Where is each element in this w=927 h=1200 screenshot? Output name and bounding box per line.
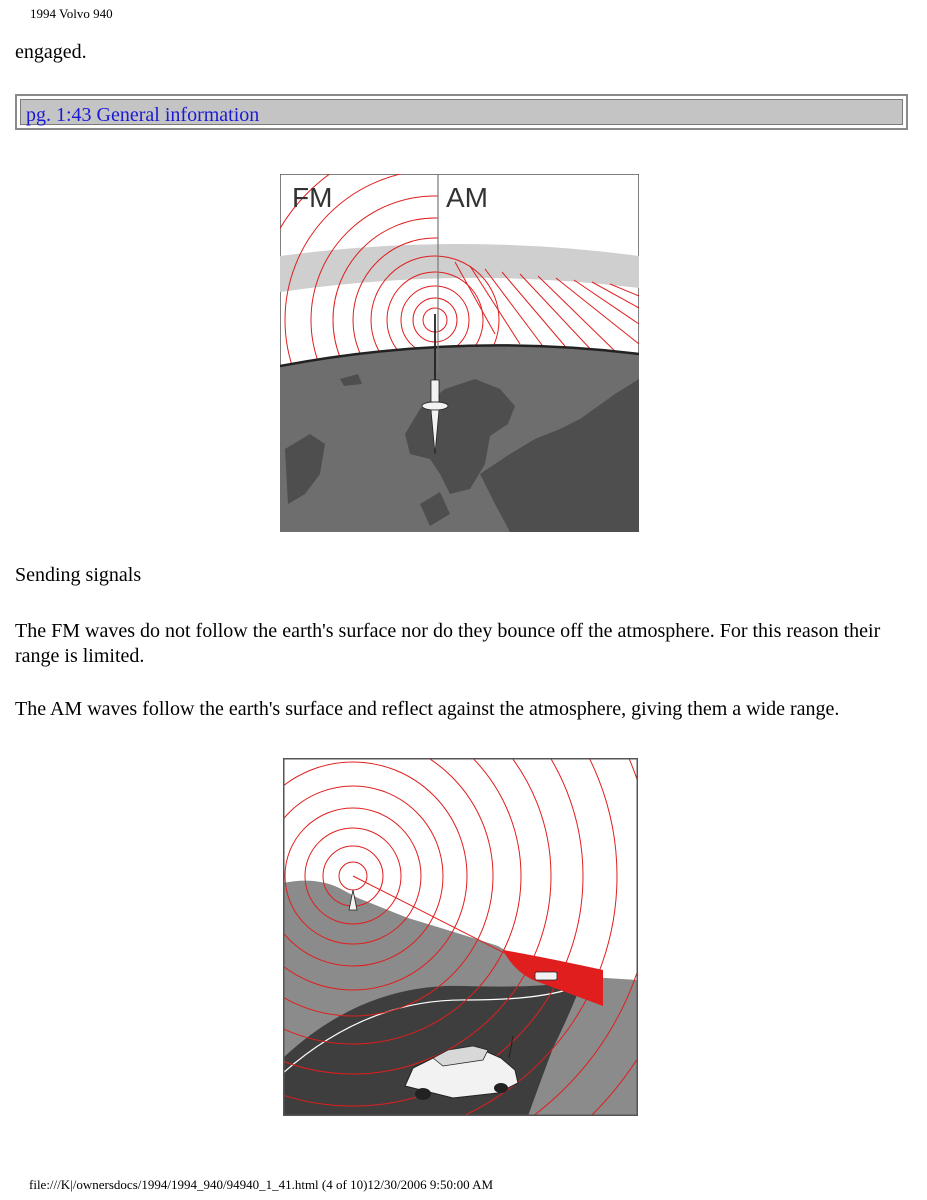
am-label: AM	[446, 182, 488, 213]
section-header-inner	[20, 99, 903, 125]
distant-car	[535, 972, 557, 980]
fm-am-diagram	[280, 174, 639, 532]
section-header-box	[15, 94, 908, 130]
footer-url: file:///K|/ownersdocs/1994/1994_940/94940_1_41.html (4 of 10)12/30/2006 9:50:00 AM	[29, 1177, 494, 1192]
fm-paragraph: The FM waves do not follow the earth's surface nor do they bounce off the atmosphere. For this reason their range is limited.	[15, 620, 881, 667]
am-paragraph: The AM waves follow the earth's surface and reflect against the atmosphere, giving them a wide range.	[15, 698, 840, 720]
intro-text: engaged.	[15, 41, 87, 63]
signal-shadow-diagram	[283, 758, 638, 1116]
section-link[interactable]: pg. 1:43 General information	[26, 104, 260, 126]
page-header-title: 1994 Volvo 940	[30, 6, 113, 21]
caption-sending-signals: Sending signals	[15, 564, 142, 586]
fm-label: FM	[292, 182, 333, 213]
